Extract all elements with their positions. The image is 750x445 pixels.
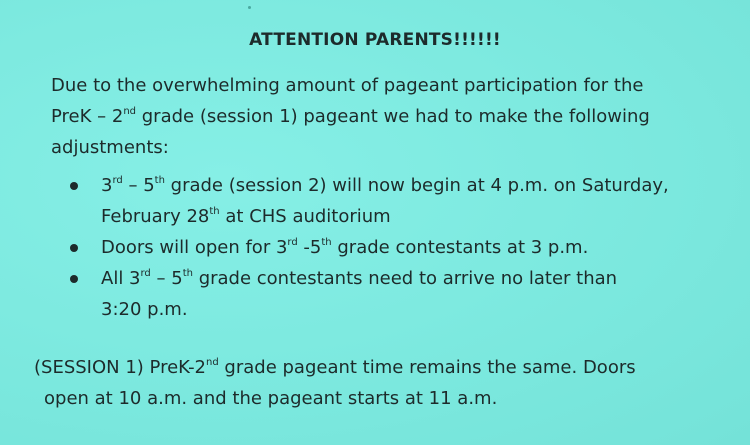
- notice-title: ATTENTION PARENTS!!!!!!: [249, 30, 501, 50]
- list-item: 3rd – 5th grade (session 2) will now begin at 4 p.m. on Saturday, February 28th at CHS auditorium: [70, 170, 720, 232]
- intro-line-1: Due to the overwhelming amount of pageant participation for the: [51, 75, 644, 96]
- paper-speck: [248, 6, 251, 9]
- intro-paragraph: [51, 70, 721, 163]
- bullet-icon: [70, 182, 78, 190]
- adjustments-list: [70, 170, 720, 325]
- intro-line-2: PreK – 2nd grade (session 1) pageant we had to make the following: [51, 106, 650, 127]
- list-item: Doors will open for 3rd -5th grade contestants at 3 p.m.: [70, 232, 720, 263]
- session-1-note: (SESSION 1) PreK-2nd grade pageant time remains the same. Doors open at 10 a.m. and the pageant starts at 11 a.m.: [34, 357, 636, 409]
- intro-line-3: adjustments:: [51, 137, 169, 158]
- bullet-icon: [70, 275, 78, 283]
- list-item: All 3rd – 5th grade contestants need to arrive no later than 3:20 p.m.: [70, 263, 720, 325]
- bullet-icon: [70, 244, 78, 252]
